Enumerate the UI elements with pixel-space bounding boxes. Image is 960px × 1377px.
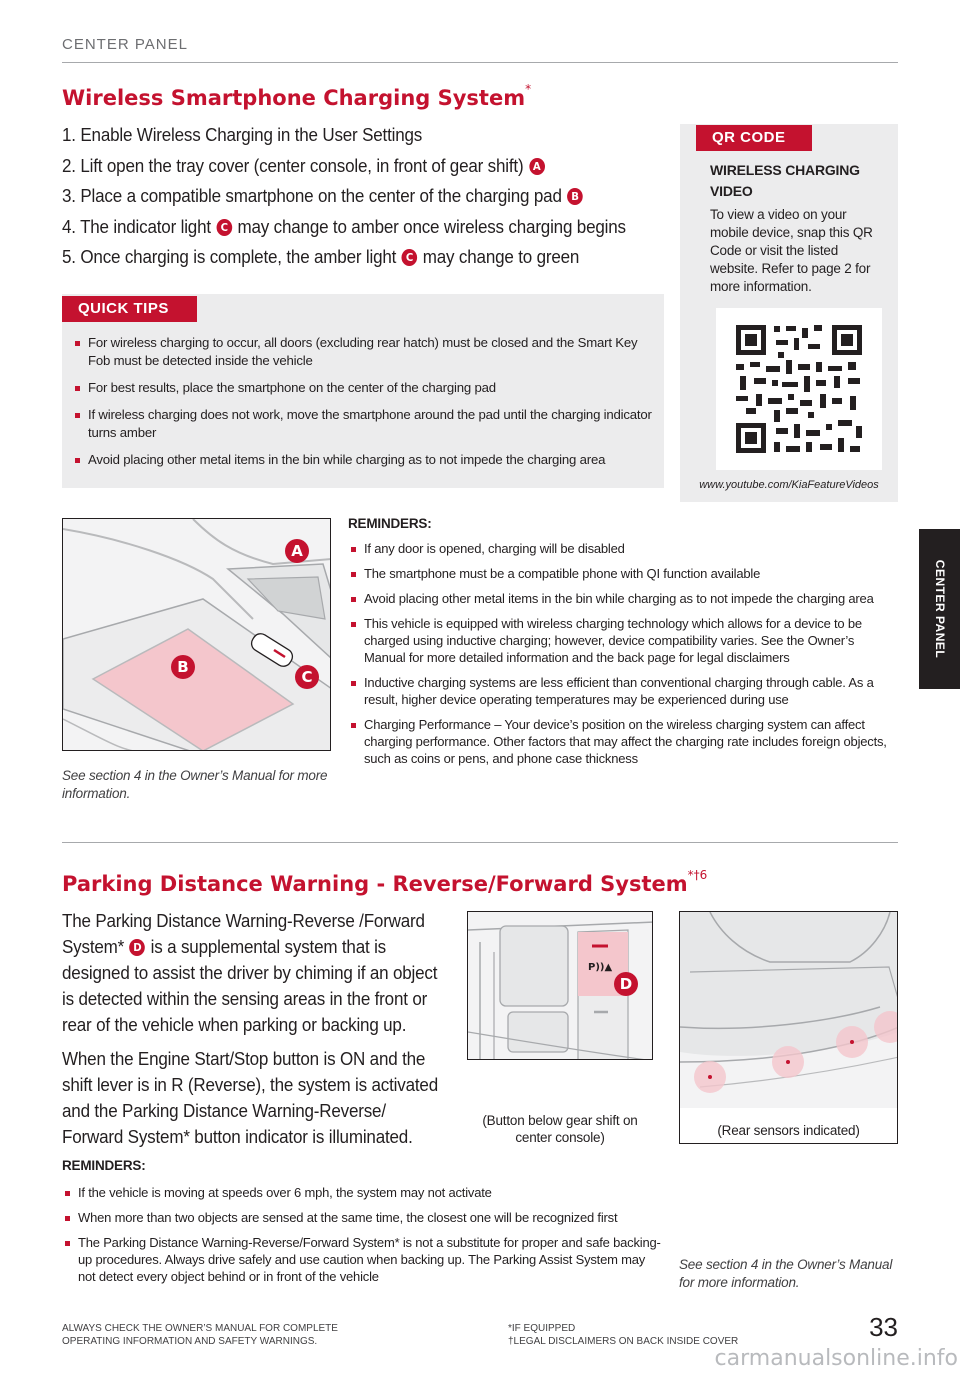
qr-title: WIRELESS CHARGING VIDEO: [710, 162, 860, 199]
wireless-reminders-title: REMINDERS:: [348, 516, 432, 531]
charging-pad-figure: [62, 518, 331, 751]
wireless-steps: [62, 120, 662, 273]
qr-code-image[interactable]: [716, 308, 882, 470]
reminder-item: The Parking Distance Warning-Reverse/Forward System* is not a substitute for proper and safe backing-up procedures. Always drive safely and use caution when backing up. The Parking Assist System may not detect every object behind or in front of the vehicle: [62, 1234, 662, 1285]
parking-intro-p1-post: is a supplemental system that is designed to assist the driver by chiming if an object is detected within the sensing areas in the front or rear of the vehicle when parking or backing up.: [62, 936, 438, 1035]
rear-sensors-figure: [679, 911, 898, 1144]
quick-tips-tab: QUICK TIPS: [62, 296, 197, 322]
parking-title: [62, 868, 708, 896]
svg-text:P))▲: P))▲: [588, 962, 613, 973]
step-5-pre: 5. Once charging is complete, the amber light: [62, 246, 397, 267]
reminder-item: If any door is opened, charging will be disabled: [348, 540, 896, 557]
qr-body: To view a video on your mobile device, snap this QR Code or visit the listed website. Refer to page 2 for more information.: [710, 207, 873, 294]
quick-tip-item: Avoid placing other metal items in the bin while charging as to not impede the charging area: [72, 451, 652, 469]
footer-mid-line-1: *IF EQUIPPED: [508, 1323, 576, 1334]
side-tab: [919, 529, 960, 689]
header-divider: [62, 62, 898, 63]
reminder-item: Inductive charging systems are less efficient than conventional charging through cable. As a result, higher device operating temperatures may be experienced during use: [348, 674, 896, 708]
quick-tip-item: If wireless charging does not work, move the smartphone around the pad until the charging indicator turns amber: [72, 406, 652, 442]
step-4-post: may change to amber once wireless charging begins: [237, 215, 626, 237]
qr-code-graphic: [716, 308, 882, 470]
side-tab-label: CENTER PANEL: [932, 559, 947, 659]
step-5: [62, 242, 614, 273]
reminder-item: When more than two objects are sensed at the same time, the closest one will be recognized first: [62, 1209, 662, 1226]
footer-left-line-1: ALWAYS CHECK THE OWNER’S MANUAL FOR COMPLETE: [62, 1323, 338, 1334]
step-3-text: 3. Place a compatible smartphone on the center of the charging pad: [62, 185, 562, 206]
figure-1-caption: See section 4 in the Owner’s Manual for more information.: [62, 768, 328, 801]
wireless-title-text: Wireless Smartphone Charging System: [62, 86, 526, 110]
section-label: CENTER PANEL: [62, 36, 188, 53]
reminder-item: Charging Performance – Your device’s position on the wireless charging system can affect charging performance. Other factors that may affect the charging rate includes foreign objects, such as coins or pens, and phone case thickness: [348, 716, 896, 767]
parking-intro-badge: D: [130, 939, 146, 956]
quick-tip-item: For best results, place the smartphone on the center of the charging pad: [72, 379, 652, 397]
step-4: [62, 212, 626, 243]
footer-left-line-2: OPERATING INFORMATION AND SAFETY WARNINGS.: [62, 1336, 318, 1347]
button-figure-caption: (Button below gear shift on center console): [482, 1113, 638, 1145]
step-5-post: may change to green: [422, 246, 580, 267]
parking-intro-p1: [62, 908, 451, 1038]
callout-b: B: [171, 655, 195, 679]
parking-title-mark: *†6: [687, 868, 708, 882]
footer-legal: [508, 1322, 808, 1348]
parking-intro: [62, 908, 454, 1158]
page-number: 33: [869, 1312, 898, 1342]
qr-code-tab: QR CODE: [696, 125, 812, 151]
parking-title-text: Parking Distance Warning - Reverse/Forward System: [62, 872, 688, 896]
watermark: carmanualsonline.info: [714, 1346, 958, 1371]
step-1: [62, 120, 614, 151]
reminder-item: Avoid placing other metal items in the bin while charging as to not impede the charging area: [348, 590, 896, 607]
wireless-title-mark: *: [525, 82, 532, 96]
wireless-title: [62, 82, 532, 110]
quick-tips-list: [72, 334, 652, 478]
reminder-item: If the vehicle is moving at speeds over 6 mph, the system may not activate: [62, 1184, 662, 1201]
parking-see-section: See section 4 in the Owner’s Manual for more information.: [679, 1257, 893, 1290]
callout-d: D: [614, 972, 638, 996]
parking-reminders: [62, 1158, 662, 1293]
step-2-text: 2. Lift open the tray cover (center console, in front of gear shift): [62, 154, 524, 176]
parking-intro-p2: When the Engine Start/Stop button is ON and the shift lever is in R (Reverse), the system is activated and the Parking Distance Warning-Reverse/ Forward System* button indicator is illuminated.: [62, 1048, 438, 1147]
reminder-item: The smartphone must be a compatible phone with QI function available: [348, 565, 896, 582]
step-3: [62, 181, 614, 212]
step-2: [62, 151, 614, 182]
callout-c: C: [295, 665, 319, 689]
section-divider: [62, 842, 898, 843]
parking-reminders-title: REMINDERS:: [62, 1158, 146, 1173]
footer-disclaimer: [62, 1322, 382, 1348]
footer-mid-line-2: †LEGAL DISCLAIMERS ON BACK INSIDE COVER: [508, 1336, 739, 1347]
parking-intro-p1-pre: The Parking Distance Warning-Reverse /Forward System*: [62, 910, 425, 957]
qr-url-link[interactable]: www.youtube.com/KiaFeatureVideos: [699, 479, 879, 491]
step-2-badge: A: [529, 158, 545, 175]
callout-a: A: [285, 539, 309, 563]
step-1-text: 1. Enable Wireless Charging in the User Settings: [62, 124, 423, 145]
step-4-pre: 4. The indicator light: [62, 215, 211, 237]
rear-figure-caption: (Rear sensors indicated): [717, 1123, 860, 1138]
step-5-badge: C: [402, 249, 418, 266]
step-3-badge: B: [567, 188, 583, 205]
step-4-badge: C: [216, 219, 232, 236]
quick-tip-item: For wireless charging to occur, all doors (excluding rear hatch) must be closed and the Smart Key Fob must be detected inside the vehicle: [72, 334, 652, 370]
reminder-item: This vehicle is equipped with wireless charging technology which allows for a device to be charged using inductive charging; however, device compatibility varies. See the Owner’s Manual for more detailed information and the back page for legal disclaimers: [348, 615, 896, 666]
wireless-reminders: [348, 516, 896, 775]
parking-button-figure: [467, 911, 653, 1060]
